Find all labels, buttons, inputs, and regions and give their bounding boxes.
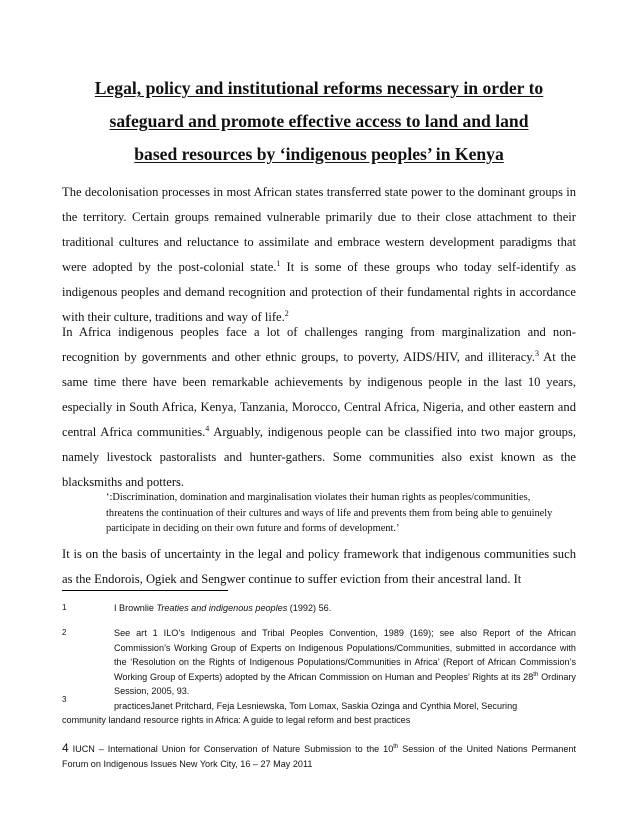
footnote-4 bbox=[62, 741, 576, 771]
paragraph-3: It is on the basis of uncertainty in the legal and policy framework that indigenous communities such as the Endorois, Ogiek and Sengwer continue to suffer eviction from their ancestral land. It bbox=[62, 547, 576, 586]
paragraph-2-text-a: In Africa indigenous peoples face a lot of challenges ranging from marginalization and non-recognition by governments and other ethnic groups, to poverty, AIDS/HIV, and illiteracy. bbox=[62, 325, 576, 364]
footnote-4-superscript: th bbox=[393, 744, 399, 750]
footnote-1-title: Treaties and indigenous peoples bbox=[156, 603, 288, 613]
paragraph-2 bbox=[62, 320, 576, 495]
paragraph-2-text-b: At the same time there have been remarkable achievements by indigenous people in the last 10 years, especially in South Africa, Kenya, Tanzania, Morocco, Central Africa, Nigeria, and other eastern and central Africa communities. bbox=[62, 350, 576, 439]
title-line-1: Legal, policy and institutional reforms necessary in order to bbox=[94, 78, 544, 98]
footnote-ref-4[interactable]: 4 bbox=[205, 424, 210, 433]
footnote-4-text-b: Session of the United Nations Permanent Forum on Indigenous Issues New York City, 16 – 27 May 2011 bbox=[62, 744, 576, 769]
title-line-2: safeguard and promote effective access to land and land bbox=[109, 111, 529, 131]
footnote-3-number: 3 bbox=[62, 695, 67, 704]
footnote-ref-2[interactable]: 2 bbox=[284, 309, 289, 318]
footnote-1-number: 1 bbox=[62, 603, 67, 612]
footnote-2-text-b: Ordinary Session, 2005, 93. bbox=[114, 671, 576, 696]
footnote-4-number: 4 bbox=[62, 741, 69, 755]
footnote-separator bbox=[62, 590, 228, 591]
paragraph-1 bbox=[62, 180, 576, 330]
paragraph-2-text-c: Arguably, indigenous people can be classified into two major groups, namely livestock pastoralists and hunter-gathers. Some communities also exist known as the blacksmiths and potters. bbox=[62, 425, 576, 489]
paragraph-1-text-b: It is some of these groups who today self-identify as indigenous peoples and demand recognition and protection of their fundamental rights in accordance with their culture, traditions and way of life. bbox=[62, 260, 576, 324]
footnote-ref-1[interactable]: 1 bbox=[276, 259, 281, 268]
title-line-3: based resources by ‘indigenous peoples’ in Kenya bbox=[134, 144, 504, 164]
footnote-1-author: I Brownlie bbox=[114, 603, 157, 613]
paragraph-1-text-a: The decolonisation processes in most African states transferred state power to the dominant groups in the territory. Certain groups remained vulnerable primarily due to their close attachment to their traditional cultures and reluctance to assimilate and embrace western development paradigms that were adopted by the post-colonial state. bbox=[62, 185, 576, 274]
footnote-3-line-1: practicesJanet Pritchard, Feja Lesniewska, Tom Lomax, Saskia Ozinga and Cynthia Morel, Securing bbox=[114, 701, 518, 711]
footnote-1-rest: (1992) 56. bbox=[287, 603, 332, 613]
block-quote: ‘:Discrimination, domination and marginalisation violates their human rights as peoples/communities, threatens the continuation of their cultures and ways of life and prevents them from being able to genuinely participate in deciding on their own future and forms of development.’ bbox=[106, 492, 553, 534]
footnote-2 bbox=[114, 626, 576, 699]
footnote-3-line-2: community landand resource rights in Africa: A guide to legal reform and best practices bbox=[62, 715, 411, 725]
footnote-2-superscript: th bbox=[533, 671, 539, 678]
footnote-4-text-a: IUCN – International Union for Conservation of Nature Submission to the 10 bbox=[68, 744, 394, 754]
footnote-2-text-a: See art 1 ILO’s Indigenous and Tribal Peoples Convention, 1989 (169); see also Report of the African Commission’s Working Group of Experts on Indigenous Populations/Communities, submitted in accordance with the ‘Resolution on the Rights of Indigenous Populations/Communities in Africa’ (Report of African Commission’s Working Group of Experts) adopted by the African Commission on Human and Peoples’ Rights at its 28 bbox=[114, 628, 576, 682]
footnote-1 bbox=[114, 601, 576, 616]
footnote-2-number: 2 bbox=[62, 628, 67, 637]
footnote-ref-3[interactable]: 3 bbox=[534, 349, 539, 358]
